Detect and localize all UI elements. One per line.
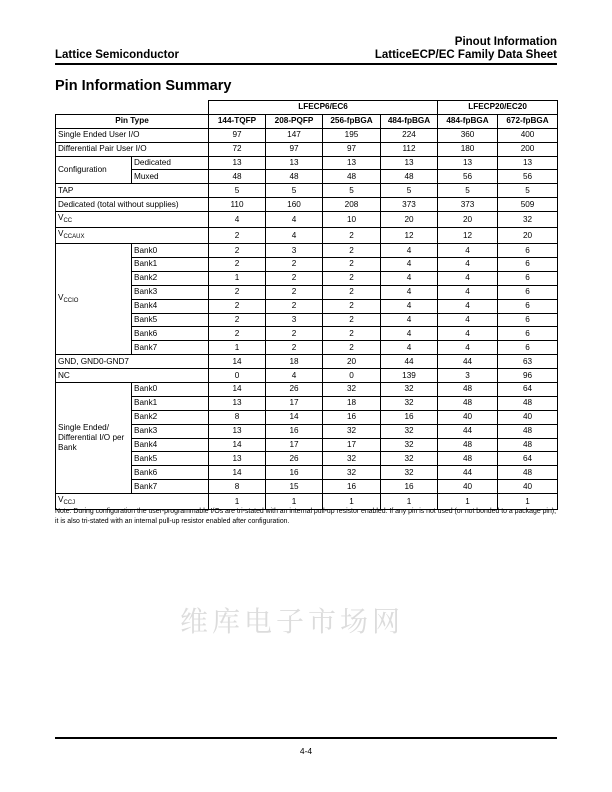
table-row xyxy=(56,369,558,383)
table-cell: 373 xyxy=(438,198,498,212)
table-row xyxy=(56,142,558,156)
table-row xyxy=(56,355,558,369)
table-row xyxy=(56,299,558,313)
table-cell: 2 xyxy=(266,285,323,299)
table-cell: 160 xyxy=(266,198,323,212)
table-cell: 32 xyxy=(381,396,438,410)
table-cell: 14 xyxy=(209,383,266,397)
table-cell: 14 xyxy=(209,438,266,452)
table-cell: 16 xyxy=(381,480,438,494)
table-row xyxy=(56,424,558,438)
table-row xyxy=(56,285,558,299)
table-cell: 48 xyxy=(266,170,323,184)
table-cell: 2 xyxy=(209,299,266,313)
table-cell: 4 xyxy=(381,327,438,341)
label-subscript: CCAUX xyxy=(63,234,85,241)
sub-label: Bank3 xyxy=(132,424,209,438)
sub-label: Bank6 xyxy=(132,327,209,341)
table-cell: 32 xyxy=(381,383,438,397)
package-header: 484-fpBGA xyxy=(381,114,438,128)
table-cell: 48 xyxy=(323,170,381,184)
table-note: Note: During configuration the user-programmable I/Os are tri-stated with an internal pull-up resistor enabled. If any pin is not used (or not bonded to a package pin), it is also tri-stated with an internal pull-up resistor enabled after configuration. xyxy=(55,508,556,525)
sub-label: Bank4 xyxy=(132,299,209,313)
table-cell: 13 xyxy=(266,156,323,170)
label-text: Single Ended User I/O xyxy=(58,130,140,140)
table-row xyxy=(56,228,558,244)
label-text: V xyxy=(58,213,64,223)
table-cell: 17 xyxy=(266,438,323,452)
label-text: NC xyxy=(58,370,70,380)
sub-label: Bank0 xyxy=(132,244,209,258)
row-label xyxy=(56,142,209,156)
table-cell: 32 xyxy=(323,383,381,397)
table-cell: 1 xyxy=(266,494,323,510)
table-cell: 20 xyxy=(498,228,558,244)
table-cell: 13 xyxy=(209,452,266,466)
table-cell: 5 xyxy=(381,184,438,198)
table-cell: 2 xyxy=(323,327,381,341)
table-row xyxy=(56,244,558,258)
package-header: 144-TQFP xyxy=(209,114,266,128)
table-row xyxy=(56,466,558,480)
table-cell: 44 xyxy=(438,466,498,480)
table-cell: 8 xyxy=(209,410,266,424)
table-cell: 56 xyxy=(438,170,498,184)
sub-label: Bank5 xyxy=(132,452,209,466)
table-cell: 15 xyxy=(266,480,323,494)
table-cell: 40 xyxy=(438,480,498,494)
label-text: GND, GND0-GND7 xyxy=(58,356,129,366)
table-cell: 2 xyxy=(209,313,266,327)
sub-label: Bank5 xyxy=(132,313,209,327)
row-label xyxy=(56,128,209,142)
table-cell: 4 xyxy=(381,244,438,258)
table-row xyxy=(56,341,558,355)
table-cell: 48 xyxy=(498,396,558,410)
label-text: V xyxy=(58,292,64,302)
sub-label: Bank3 xyxy=(132,285,209,299)
table-cell: 4 xyxy=(438,327,498,341)
row-label xyxy=(56,212,209,228)
company-name: Lattice Semiconductor xyxy=(55,49,179,61)
table-cell: 13 xyxy=(438,156,498,170)
table-cell: 2 xyxy=(323,313,381,327)
label-subscript: CCIO xyxy=(63,297,79,304)
table-cell: 2 xyxy=(209,327,266,341)
table-cell: 2 xyxy=(323,285,381,299)
sub-label: Bank7 xyxy=(132,341,209,355)
table-cell: 2 xyxy=(323,341,381,355)
table-cell: 44 xyxy=(438,355,498,369)
table-cell: 2 xyxy=(266,299,323,313)
watermark: 维库电子市场网 xyxy=(180,605,405,638)
label-text: Configuration xyxy=(58,164,107,174)
table-cell: 1 xyxy=(209,271,266,285)
table-cell: 96 xyxy=(498,369,558,383)
table-cell: 3 xyxy=(266,313,323,327)
table-cell: 5 xyxy=(266,184,323,198)
table-cell: 2 xyxy=(209,285,266,299)
table-row xyxy=(56,198,558,212)
table-cell: 10 xyxy=(323,212,381,228)
row-label xyxy=(56,244,132,355)
table-cell: 0 xyxy=(209,369,266,383)
table-cell: 1 xyxy=(209,341,266,355)
label-text: TAP xyxy=(58,185,74,195)
table-cell: 16 xyxy=(323,410,381,424)
table-cell: 44 xyxy=(438,424,498,438)
table-cell: 2 xyxy=(323,299,381,313)
table-cell: 2 xyxy=(209,244,266,258)
table-cell: 48 xyxy=(438,383,498,397)
table-cell: 3 xyxy=(266,244,323,258)
table-row xyxy=(56,410,558,424)
table-row xyxy=(56,313,558,327)
table-cell: 48 xyxy=(438,452,498,466)
table-cell: 48 xyxy=(438,396,498,410)
table-cell: 2 xyxy=(323,258,381,272)
table-row xyxy=(56,170,558,184)
table-cell: 208 xyxy=(323,198,381,212)
table-cell: 2 xyxy=(323,244,381,258)
table-cell: 12 xyxy=(438,228,498,244)
header-rule xyxy=(55,63,557,65)
table-cell: 13 xyxy=(209,156,266,170)
table-cell: 12 xyxy=(381,228,438,244)
table-cell: 4 xyxy=(438,244,498,258)
table-cell: 40 xyxy=(498,480,558,494)
table-cell: 72 xyxy=(209,142,266,156)
table-cell: 13 xyxy=(209,396,266,410)
table-cell: 4 xyxy=(438,299,498,313)
table-cell: 32 xyxy=(323,452,381,466)
table-cell: 4 xyxy=(438,285,498,299)
table-cell: 4 xyxy=(266,212,323,228)
table-cell: 180 xyxy=(438,142,498,156)
table-cell: 48 xyxy=(498,466,558,480)
table-cell: 32 xyxy=(498,212,558,228)
section-title: Pinout Information xyxy=(454,36,557,48)
table-cell: 4 xyxy=(381,271,438,285)
table-row xyxy=(56,156,558,170)
table-cell: 32 xyxy=(381,438,438,452)
table-cell: 64 xyxy=(498,383,558,397)
package-header: 672-fpBGA xyxy=(498,114,558,128)
label-text: Differential Pair User I/O xyxy=(58,144,147,154)
table-cell: 0 xyxy=(323,369,381,383)
table-cell: 4 xyxy=(438,313,498,327)
table-cell: 2 xyxy=(209,258,266,272)
table-cell: 6 xyxy=(498,341,558,355)
sub-label: Muxed xyxy=(132,170,209,184)
table-cell: 5 xyxy=(498,184,558,198)
table-cell: 40 xyxy=(498,410,558,424)
table-cell: 4 xyxy=(381,258,438,272)
label-subscript: CCJ xyxy=(63,500,76,507)
sub-label: Dedicated xyxy=(132,156,209,170)
table-cell: 16 xyxy=(381,410,438,424)
table-cell: 4 xyxy=(438,258,498,272)
table-cell: 32 xyxy=(381,466,438,480)
table-cell: 48 xyxy=(381,170,438,184)
sub-label: Bank2 xyxy=(132,410,209,424)
table-cell: 48 xyxy=(498,424,558,438)
pin-type-header: Pin Type xyxy=(56,114,209,128)
table-cell: 63 xyxy=(498,355,558,369)
table-cell: 64 xyxy=(498,452,558,466)
table-cell: 1 xyxy=(498,494,558,510)
sub-label: Bank7 xyxy=(132,480,209,494)
table-cell: 2 xyxy=(323,228,381,244)
table-cell: 32 xyxy=(381,452,438,466)
table-cell: 13 xyxy=(381,156,438,170)
table-cell: 97 xyxy=(323,142,381,156)
label-text: V xyxy=(58,495,64,505)
sub-label: Bank1 xyxy=(132,258,209,272)
table-cell: 32 xyxy=(381,424,438,438)
table-cell: 4 xyxy=(438,271,498,285)
table-cell: 2 xyxy=(323,271,381,285)
table-cell: 4 xyxy=(266,228,323,244)
table-cell: 1 xyxy=(209,494,266,510)
group-header: LFECP6/EC6 xyxy=(209,101,438,115)
table-cell: 48 xyxy=(498,438,558,452)
table-row xyxy=(56,184,558,198)
table-cell: 110 xyxy=(209,198,266,212)
table-cell: 26 xyxy=(266,383,323,397)
page-number: 4-4 xyxy=(299,746,313,756)
table-cell: 14 xyxy=(209,355,266,369)
table-cell: 6 xyxy=(498,285,558,299)
sub-label: Bank0 xyxy=(132,383,209,397)
table-cell: 14 xyxy=(266,410,323,424)
table-cell: 3 xyxy=(438,369,498,383)
sub-label: Bank6 xyxy=(132,466,209,480)
table-cell: 44 xyxy=(381,355,438,369)
table-cell: 4 xyxy=(381,313,438,327)
table-cell: 2 xyxy=(209,228,266,244)
table-cell: 373 xyxy=(381,198,438,212)
label-text: V xyxy=(58,229,64,239)
sub-label: Bank4 xyxy=(132,438,209,452)
table-cell: 6 xyxy=(498,299,558,313)
row-label xyxy=(56,184,209,198)
table-row xyxy=(56,258,558,272)
label-subscript: CC xyxy=(63,218,73,225)
table-cell: 13 xyxy=(323,156,381,170)
table-cell: 4 xyxy=(381,341,438,355)
table-cell: 32 xyxy=(323,424,381,438)
table-row xyxy=(56,452,558,466)
table-row xyxy=(56,396,558,410)
table-cell: 5 xyxy=(438,184,498,198)
sub-label: Bank2 xyxy=(132,271,209,285)
table-cell: 2 xyxy=(266,258,323,272)
table-cell: 16 xyxy=(323,480,381,494)
table-cell: 17 xyxy=(323,438,381,452)
table-cell: 4 xyxy=(381,299,438,313)
table-row xyxy=(56,438,558,452)
table-cell: 2 xyxy=(266,327,323,341)
table-row xyxy=(56,383,558,397)
table-cell: 20 xyxy=(438,212,498,228)
table-cell: 14 xyxy=(209,466,266,480)
table-cell: 4 xyxy=(209,212,266,228)
table-cell: 2 xyxy=(266,271,323,285)
table-cell: 1 xyxy=(323,494,381,510)
group-header: LFECP20/EC20 xyxy=(438,101,558,115)
table-cell: 112 xyxy=(381,142,438,156)
package-header: 256-fpBGA xyxy=(323,114,381,128)
table-row xyxy=(56,212,558,228)
table-row xyxy=(56,128,558,142)
row-label xyxy=(56,156,132,184)
table-cell: 195 xyxy=(323,128,381,142)
pin-summary-table xyxy=(55,100,558,510)
table-cell: 224 xyxy=(381,128,438,142)
table-cell: 6 xyxy=(498,327,558,341)
label-text: Single Ended/ Differential I/O per Bank xyxy=(58,423,125,453)
row-label xyxy=(56,228,209,244)
table-cell: 97 xyxy=(209,128,266,142)
table-cell: 360 xyxy=(438,128,498,142)
table-cell: 2 xyxy=(266,341,323,355)
table-cell: 48 xyxy=(438,438,498,452)
table-cell: 18 xyxy=(266,355,323,369)
row-label xyxy=(56,198,209,212)
package-header: 484-fpBGA xyxy=(438,114,498,128)
table-cell: 26 xyxy=(266,452,323,466)
table-cell: 147 xyxy=(266,128,323,142)
table-cell: 4 xyxy=(381,285,438,299)
table-cell: 200 xyxy=(498,142,558,156)
table-cell: 32 xyxy=(323,466,381,480)
table-cell: 4 xyxy=(266,369,323,383)
table-cell: 8 xyxy=(209,480,266,494)
table-cell: 17 xyxy=(266,396,323,410)
table-cell: 6 xyxy=(498,244,558,258)
table-cell: 13 xyxy=(498,156,558,170)
table-cell: 5 xyxy=(209,184,266,198)
table-cell: 4 xyxy=(438,341,498,355)
table-cell: 40 xyxy=(438,410,498,424)
table-row xyxy=(56,271,558,285)
table-cell: 1 xyxy=(381,494,438,510)
sub-label: Bank1 xyxy=(132,396,209,410)
table-cell: 20 xyxy=(323,355,381,369)
table-cell: 48 xyxy=(209,170,266,184)
package-header: 208-PQFP xyxy=(266,114,323,128)
table-row xyxy=(56,480,558,494)
table-cell: 6 xyxy=(498,313,558,327)
table-row xyxy=(56,327,558,341)
page-title: Pin Information Summary xyxy=(55,78,232,94)
table-cell: 5 xyxy=(323,184,381,198)
table-cell: 139 xyxy=(381,369,438,383)
table-cell: 1 xyxy=(438,494,498,510)
table-cell: 56 xyxy=(498,170,558,184)
row-label xyxy=(56,355,209,369)
table-cell: 16 xyxy=(266,466,323,480)
table-cell: 509 xyxy=(498,198,558,212)
table-cell: 20 xyxy=(381,212,438,228)
table-cell: 400 xyxy=(498,128,558,142)
label-text: Dedicated (total without supplies) xyxy=(58,199,179,209)
footer-rule xyxy=(55,737,557,739)
table-cell: 18 xyxy=(323,396,381,410)
row-label xyxy=(56,369,209,383)
document-title: LatticeECP/EC Family Data Sheet xyxy=(374,49,557,61)
table-cell: 6 xyxy=(498,271,558,285)
table-cell: 16 xyxy=(266,424,323,438)
table-cell: 13 xyxy=(209,424,266,438)
row-label xyxy=(56,383,132,494)
table-cell: 97 xyxy=(266,142,323,156)
table-cell: 6 xyxy=(498,258,558,272)
